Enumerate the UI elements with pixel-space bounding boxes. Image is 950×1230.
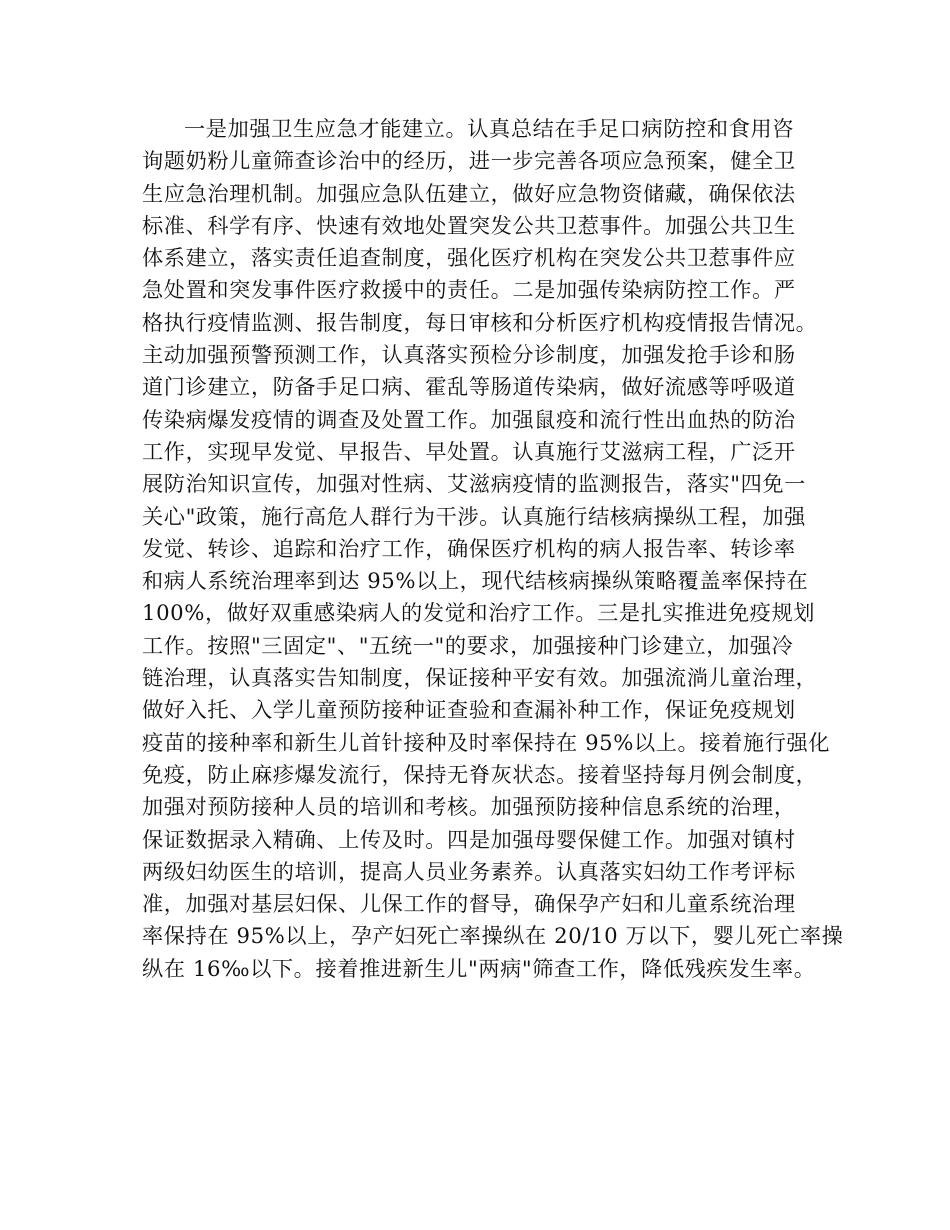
paragraph-line: 准，加强对基层妇保、儿保工作的督导，确保孕产妇和儿童系统治理 (142, 891, 796, 917)
paragraph-line: 两级妇幼医生的培训，提高人员业务素养。认真落实妇幼工作考评标 (142, 858, 796, 884)
paragraph-line: 道门诊建立，防备手足口病、霍乱等肠道传染病，做好流感等呼吸道 (142, 374, 796, 400)
paragraph-line: 100%，做好双重感染病人的发觉和治疗工作。三是扎实推进免疫规划 (142, 600, 816, 626)
paragraph-line: 免疫，防止麻疹爆发流行，保持无脊灰状态。接着坚持每月例会制度， (142, 761, 818, 787)
paragraph-line: 疫苗的接种率和新生儿首针接种及时率保持在 95%以上。接着施行强化 (142, 729, 831, 755)
body-paragraph (142, 113, 844, 985)
paragraph-line: 急处置和突发事件医疗救援中的责任。二是加强传染病防控工作。严 (142, 277, 796, 303)
paragraph-line: 询题奶粉儿童筛查诊治中的经历，进一步完善各项应急预案，健全卫 (142, 148, 796, 174)
paragraph-line: 加强对预防接种人员的培训和考核。加强预防接种信息系统的治理， (142, 794, 796, 820)
paragraph-line: 保证数据录入精确、上传及时。四是加强母婴保健工作。加强对镇村 (142, 826, 796, 852)
paragraph-line: 传染病爆发疫情的调查及处置工作。加强鼠疫和流行性出血热的防治 (142, 406, 796, 432)
paragraph-line: 工作，实现早发觉、早报告、早处置。认真施行艾滋病工程，广泛开 (142, 438, 796, 464)
paragraph-line: 工作。按照"三固定"、"五统一"的要求，加强接种门诊建立，加强冷 (142, 632, 794, 658)
paragraph-line: 链治理，认真落实告知制度，保证接种平安有效。加强流淌儿童治理， (142, 665, 818, 691)
paragraph-line: 做好入托、入学儿童预防接种证查验和查漏补种工作，保证免疫规划 (142, 697, 796, 723)
paragraph-line: 体系建立，落实责任追查制度，强化医疗机构在突发公共卫惹事件应 (142, 245, 796, 271)
paragraph-line: 关心"政策，施行高危人群行为干涉。认真施行结核病操纵工程，加强 (142, 503, 806, 529)
paragraph-line: 和病人系统治理率到达 95%以上，现代结核病操纵策略覆盖率保持在 (142, 568, 809, 594)
paragraph-line: 率保持在 95%以上，孕产妇死亡率操纵在 20/10 万以下，婴儿死亡率操 (142, 923, 844, 949)
paragraph-line: 纵在 16‰以下。接着推进新生儿"两病"筛查工作，降低残疾发生率。 (142, 955, 816, 981)
paragraph-line: 标准、科学有序、快速有效地处置突发公共卫惹事件。加强公共卫生 (142, 212, 796, 238)
paragraph-line: 展防治知识宣传，加强对性病、艾滋病疫情的监测报告，落实"四免一 (142, 471, 806, 497)
paragraph-line: 发觉、转诊、追踪和治疗工作，确保医疗机构的病人报告率、转诊率 (142, 535, 796, 561)
paragraph-line: 格执行疫情监测、报告制度，每日审核和分析医疗机构疫情报告情况。 (142, 309, 818, 335)
paragraph-line: 主动加强预警预测工作，认真落实预检分诊制度，加强发抢手诊和肠 (142, 342, 796, 368)
paragraph-line: 生应急治理机制。加强应急队伍建立，做好应急物资储藏，确保依法 (142, 180, 796, 206)
paragraph-line: 一是加强卫生应急才能建立。认真总结在手足口病防控和食用咨 (184, 116, 795, 141)
